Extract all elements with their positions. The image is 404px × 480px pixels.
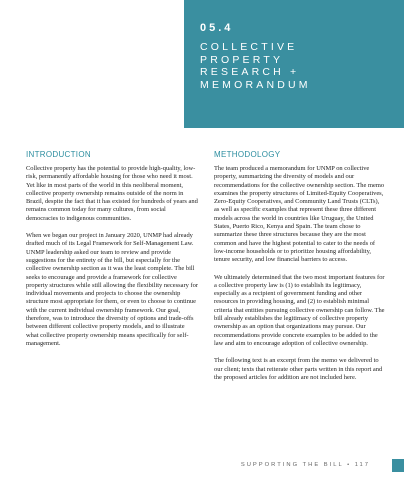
- introduction-paragraph: Collective property has the potential to provide high-quality, low-risk, permanently affordable housing for those who need it most. Yet like in most parts of the world in this neoliberal moment, collective property ownership remains outside of the norm in Brazil, despite the fact that it has existed for hundreds of years and remains common today for many cultures, from social democracies to indigenous communities.: [26, 165, 198, 222]
- introduction-heading: INTRODUCTION: [26, 150, 91, 159]
- section-number: 05.4: [200, 22, 234, 34]
- methodology-paragraph: We ultimately determined that the two most important features for a collective property law is (1) to establish its legitimacy, especially as a recipient of government funding and other resources in providing housing, and (2) to establish minimal criteria that entities pursuing collective ownership can follow. The bill already establishes the legitimacy of collective property ownership as an option that organizations may pursue. Our recommendations provide concrete examples to be added to the law and aim to encourage adoption of collective ownership.: [214, 273, 385, 347]
- section-title: [200, 41, 390, 91]
- introduction-column: [26, 150, 198, 357]
- section-title-line: PROPERTY: [200, 53, 284, 66]
- section-title-line: COLLECTIVE: [200, 41, 298, 53]
- section-title-line: RESEARCH +: [200, 66, 300, 78]
- methodology-heading: METHODOLOGY: [214, 150, 281, 159]
- introduction-paragraph: When we began our project in January 2020, UNMP had already drafted much of its Legal Framework for Self-Management Law. UNMP leadership asked our team to review and provide suggestions for the entirety of the bill, but especially for the collective ownership section as it was the least complete. The bill seeks to encourage and provide a framework for collective property structures while still allowing the flexibility necessary for individual movements and projects to choose the ownership structure most appropriate for them, or even to choose to continue with the current individual ownership framework. Our goal, therefore, was to introduce the diversity of options and trade-offs between different collective property models, and to illustrate what collective property ownership means specifically for self-management.: [26, 232, 198, 347]
- page-footer: SUPPORTING THE BILL • 117: [240, 462, 370, 468]
- methodology-column: [214, 150, 386, 391]
- section-title-line: MEMORANDUM: [200, 78, 311, 91]
- methodology-paragraph: The team produced a memorandum for UNMP on collective property, summarizing the diversity of models and our recommendations for the collective ownership section. The memo examines the property structures of Limited-Equity Cooperatives, Zero-Equity Cooperatives, and Community Land Trusts (CLTs), as well as specific examples that represent these three different models across the world in countries like Uruguay, the United States, Puerto Rico, Kenya and Spain. The team chose to summarize these three structures because they are the most common and have the highest potential to cater to the needs of low-income households or to prioritize housing affordability, tenure security, and low financial barriers to access.: [214, 165, 385, 264]
- methodology-paragraph: The following text is an excerpt from the memo we delivered to our client; texts that reiterate other parts written in this report and the proposed articles for addition are not included here.: [214, 357, 383, 381]
- footer-tab: [392, 459, 404, 472]
